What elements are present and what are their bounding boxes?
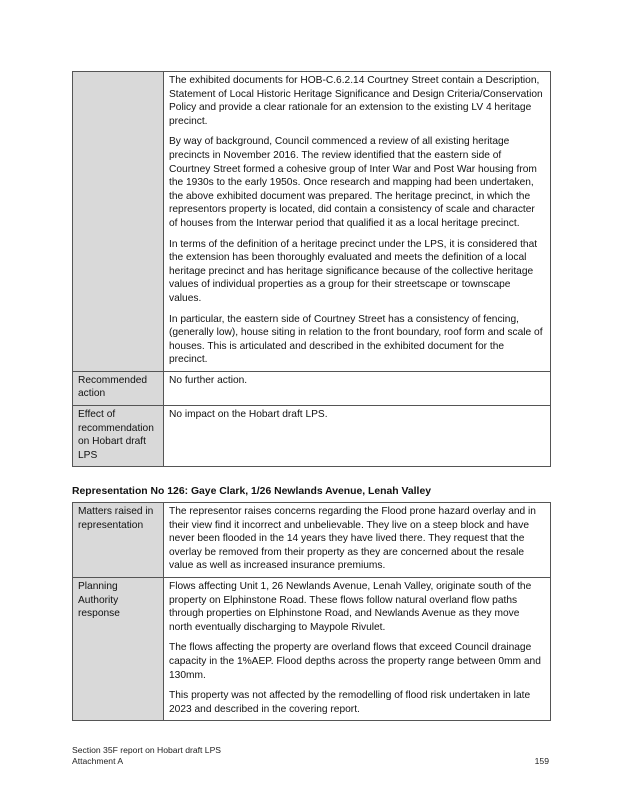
row-label: Recommended action: [73, 371, 164, 405]
footer-attachment: Attachment A: [72, 756, 124, 766]
row-content: [164, 503, 551, 578]
row-label: [73, 72, 164, 372]
table-row: [73, 371, 551, 405]
row-label: Matters raised in representation: [73, 503, 164, 578]
page-number: 159: [534, 756, 549, 766]
row-label: Effect of recommendation on Hobart draft LPS: [73, 406, 164, 467]
representation-heading: Representation No 126: Gaye Clark, 1/26 Newlands Avenue, Lenah Valley: [72, 486, 432, 497]
row-label: Planning Authority response: [73, 577, 164, 720]
paragraph: The flows affecting the property are overland flows that exceed Council drainage capacity in the 1%AEP. Flood depths across the property range between 0mm and 130mm.: [169, 642, 541, 681]
row-content: [164, 72, 551, 372]
table-row: [73, 72, 551, 372]
paragraph: By way of background, Council commenced a review of all existing heritage precincts in November 2016. The review identified that the eastern side of Courtney Street formed a cohesive group of Inter War and Post War housing from the 1930s to the early 1950s. Once research and mapping had been undertaken, the above exhibited document was prepared. The heritage precinct, in which the representors property is located, did contain a consistency of scale and character of houses from the Interwar period that qualified it as a local heritage precinct.: [169, 136, 537, 229]
row-content: [164, 371, 551, 405]
row-content: [164, 406, 551, 467]
footer: [72, 745, 221, 767]
table-row: [73, 503, 551, 578]
footer-report-title: Section 35F report on Hobart draft LPS: [72, 745, 222, 755]
table-row: [73, 406, 551, 467]
paragraph: This property was not affected by the remodelling of flood risk undertaken in late 2023 and described in the covering report.: [169, 690, 531, 715]
table-row: [73, 577, 551, 720]
paragraph: The exhibited documents for HOB-C.6.2.14 Courtney Street contain a Description, Statement of Local Historic Heritage Significance and Design Criteria/Conservation Policy and provide a clear rationale for an extension to the existing LV 4 heritage precinct.: [169, 75, 543, 127]
paragraph: The representor raises concerns regarding the Flood prone hazard overlay and in their view find it incorrect and unbelievable. They live on a steep block and have never been flooded in the 14 years they have lived there. They request that the overlay be removed from their property as they are concerned about the resale value as well as increased insurance premiums.: [169, 506, 536, 572]
paragraph: In particular, the eastern side of Courtney Street has a consistency of fencing, (generally low), house siting in relation to the front boundary, roof form and scale of houses. This is articulated and described in the exhibited document for the precinct.: [169, 313, 543, 366]
paragraph: In terms of the definition of a heritage precinct under the LPS, it is considered that the extension has been thoroughly evaluated and meets the definition of a local heritage precinct and has heritage significance because of the collective heritage values of individual properties as a group for their streetscape or townscape values.: [169, 238, 538, 304]
row-content: [164, 577, 551, 720]
representation-table: [72, 502, 551, 721]
paragraph: No further action.: [169, 374, 248, 386]
paragraph: Flows affecting Unit 1, 26 Newlands Avenue, Lenah Valley, originate south of the property on Elphinstone Road. These flows follow natural overland flow paths through properties on Elphinstone Road, and Newlands Avenue as they move north eventually discharging to Maypole Rivulet.: [169, 580, 532, 633]
heritage-response-table: [72, 71, 551, 467]
paragraph: No impact on the Hobart draft LPS.: [169, 409, 328, 421]
